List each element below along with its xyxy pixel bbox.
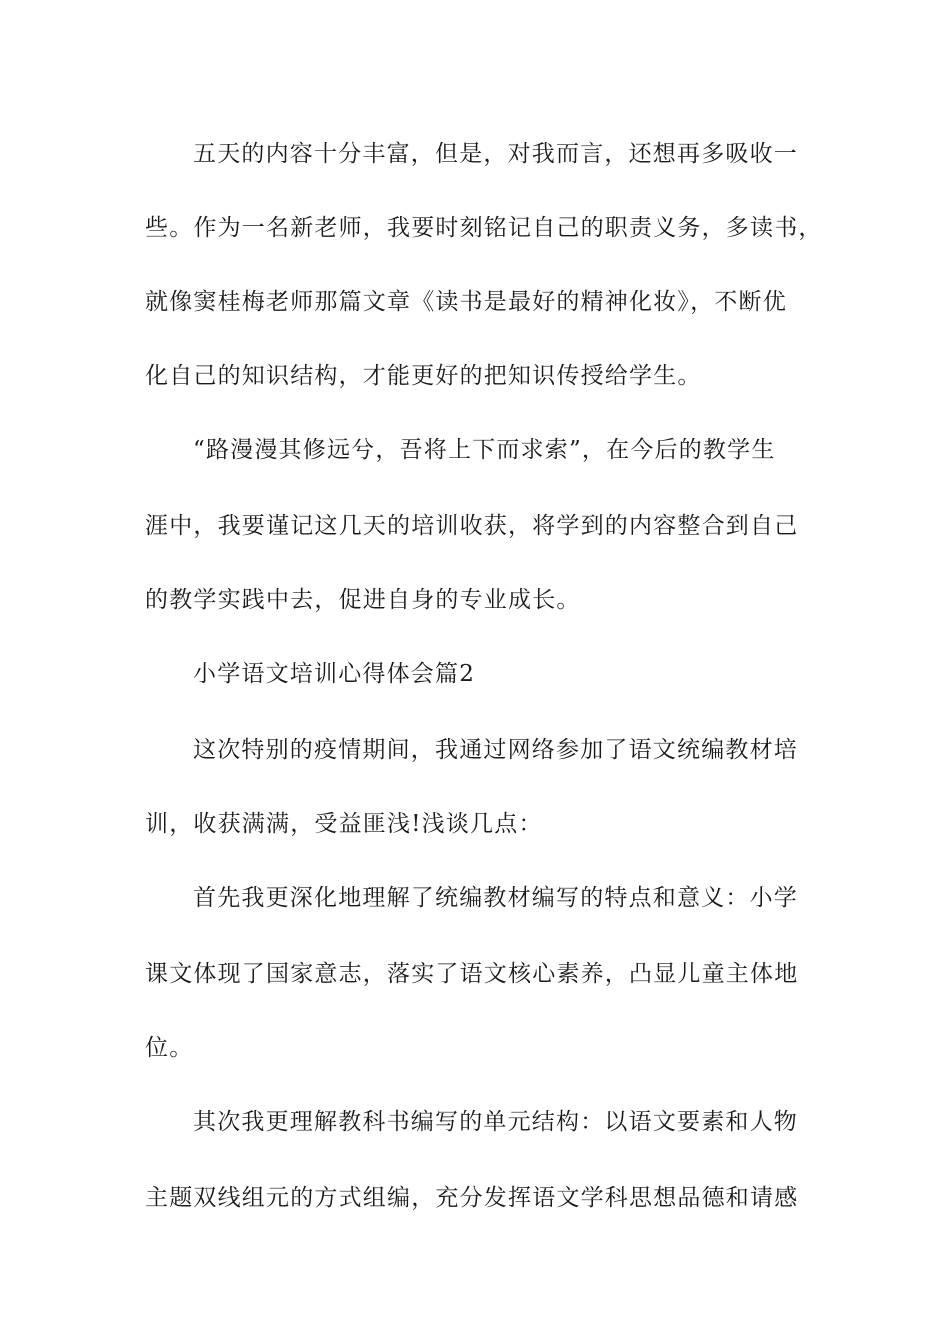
text-line: 其次我更理解教科书编写的单元结构：以语文要素和人物 — [193, 1109, 798, 1135]
text-line: “路漫漫其修远兮，吾将上下而求索”，在今后的教学生 — [193, 437, 776, 463]
text-line: 的教学实践中去，促进自身的专业成长。 — [145, 587, 581, 613]
section-heading: 小学语文培训心得体会篇2 — [193, 661, 476, 687]
text-line: 这次特别的疫情期间，我通过网络参加了语文统编教材培 — [193, 737, 798, 763]
text-line: 位。 — [145, 1035, 194, 1061]
text-line: 课文体现了国家意志，落实了语文核心素养，凸显儿童主体地 — [145, 961, 799, 987]
text-line: 涯中，我要谨记这几天的培训收获，将学到的内容整合到自己 — [145, 513, 799, 539]
text-line: 化自己的知识结构，才能更好的把知识传授给学生。 — [145, 363, 702, 389]
text-line: 五天的内容十分丰富，但是，对我而言，还想再多吸收一 — [193, 141, 798, 167]
text-line: 些。作为一名新老师，我要时刻铭记自己的职责义务，多读书， — [145, 215, 823, 241]
text-line: 训，收获满满，受益匪浅!浅谈几点： — [145, 811, 543, 837]
text-line: 主题双线组元的方式组编，充分发挥语文学科思想品德和请感 — [145, 1185, 799, 1211]
text-line: 就像窦桂梅老师那篇文章《读书是最好的精神化妆》，不断优 — [145, 289, 787, 315]
text-line: 首先我更深化地理解了统编教材编写的特点和意义：小学 — [193, 885, 798, 911]
